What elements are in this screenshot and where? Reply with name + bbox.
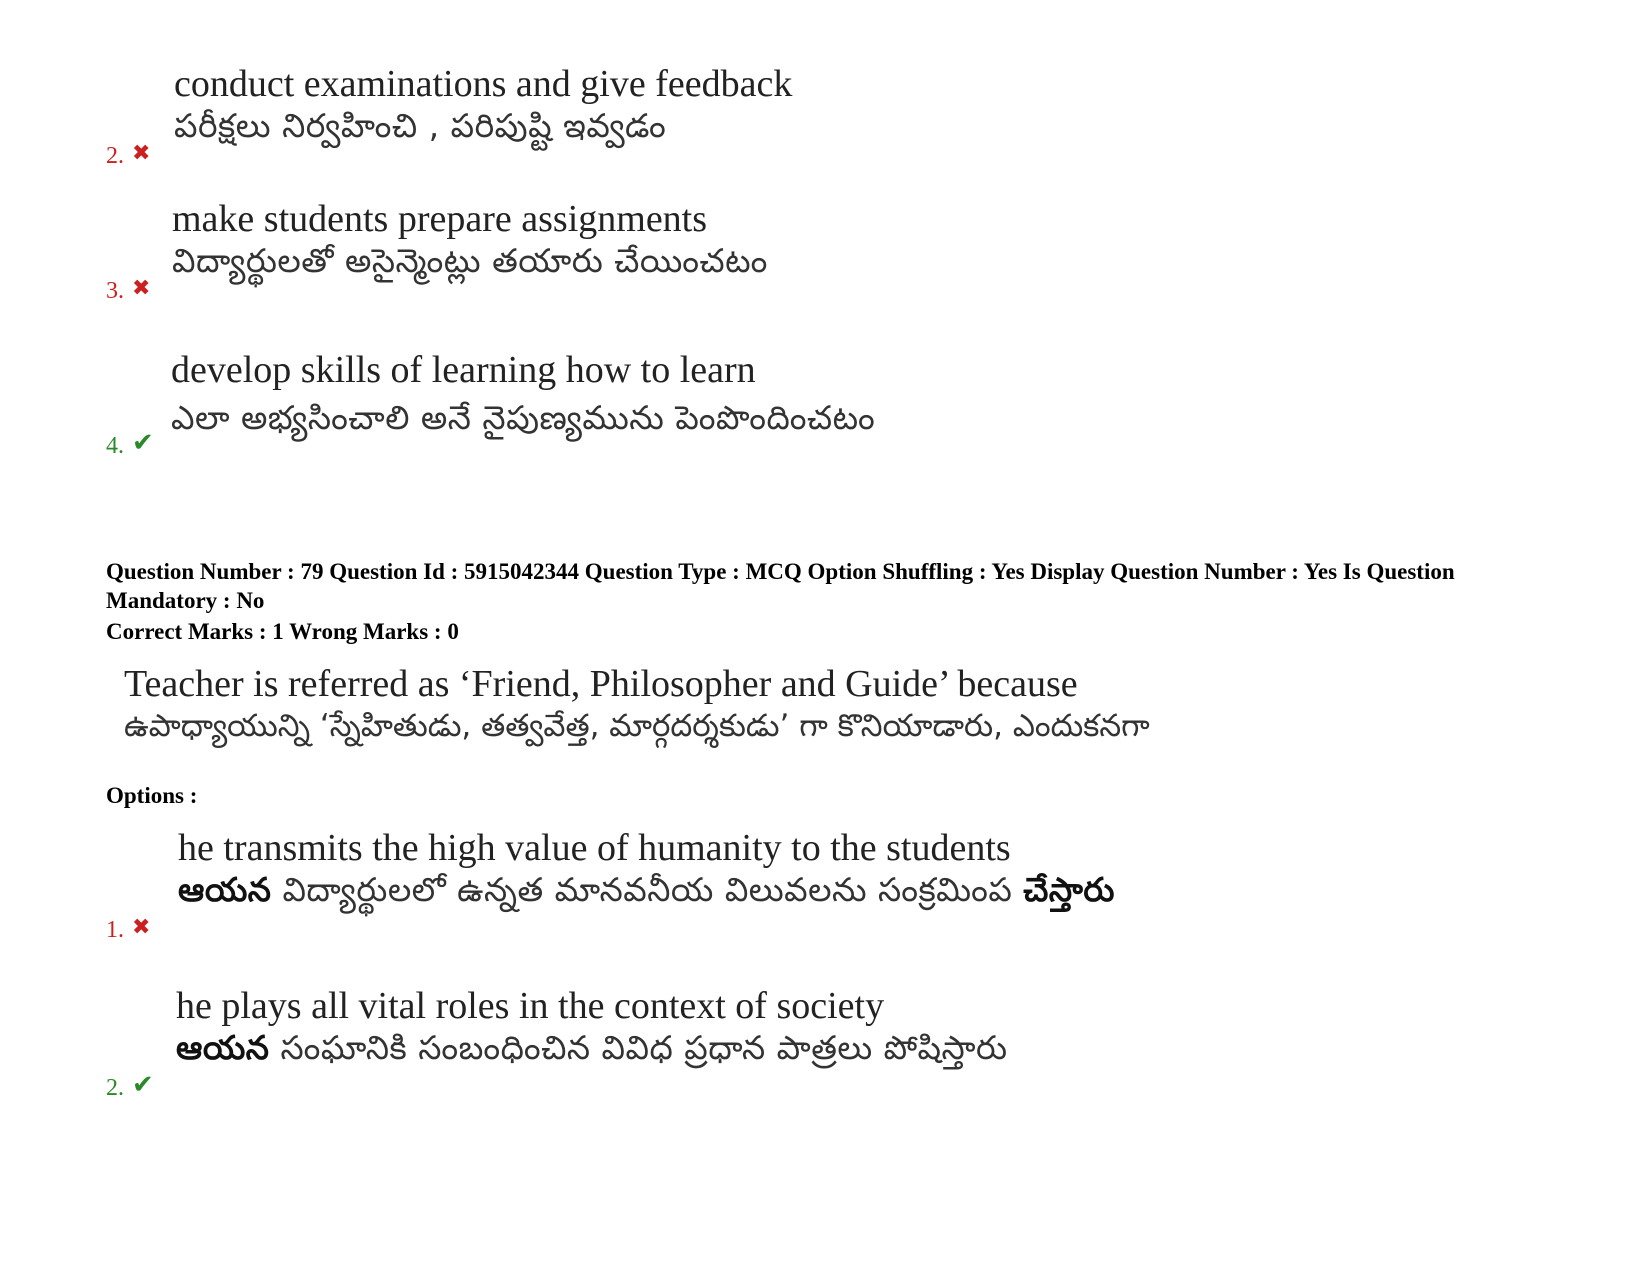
cross-icon: ✖: [132, 914, 151, 939]
option-text: [176, 984, 1007, 1068]
option-text-te-bold-end: చేస్తారు: [1023, 870, 1115, 909]
option-text-te: విద్యార్థులతో అసైన్మెంట్లు తయారు చేయించటం: [172, 241, 768, 280]
option-text-te-body: విద్యార్థులలో ఉన్నత మానవనీయ విలువలను సంక్రమింప: [271, 870, 1024, 909]
option-number: 2.: [106, 1075, 124, 1101]
option-number: 1.: [106, 917, 124, 943]
option-item: [0, 62, 1651, 172]
option-text-en: conduct examinations and give feedback: [174, 63, 793, 105]
option-text-en: develop skills of learning how to learn: [171, 349, 756, 391]
option-text: [178, 826, 1115, 910]
checkmark-icon: ✔: [132, 1070, 154, 1099]
option-text-te-bold: ఆయన: [176, 1028, 270, 1067]
checkmark-icon: ✔: [132, 428, 154, 457]
option-text-en: make students prepare assignments: [172, 198, 708, 240]
question-text-te: ఉపాధ్యాయున్ని ‘స్నేహితుడు, తత్వవేత్త, మార్గదర్శకుడు’ గా కొనియాడారు, ఎందుకనగా: [124, 708, 1150, 744]
cross-icon: ✖: [132, 140, 151, 165]
option-text-te: [176, 1028, 1007, 1068]
option-text-te: ఎలా అభ్యసించాలి అనే నైపుణ్యమును పెంపొందించటం: [171, 398, 876, 437]
cross-icon: ✖: [132, 275, 151, 300]
question-marks: Correct Marks : 1 Wrong Marks : 0: [106, 619, 459, 644]
option-marker: [106, 140, 150, 169]
option-item: [0, 348, 1651, 468]
option-item: [0, 826, 1651, 946]
option-marker: [106, 1072, 154, 1101]
option-text-te: [178, 870, 1115, 910]
option-text: [172, 197, 768, 281]
option-item: [0, 984, 1651, 1104]
option-text-te-bold: ఆయన: [178, 870, 272, 909]
option-text-en: he plays all vital roles in the context of society: [176, 985, 885, 1027]
option-marker: [106, 914, 150, 943]
options-label: Options :: [106, 783, 198, 808]
option-marker: [106, 430, 154, 459]
option-item: [0, 197, 1651, 307]
option-text: [171, 348, 875, 438]
option-marker: [106, 275, 150, 304]
option-number: 2.: [106, 143, 124, 169]
option-text: [174, 62, 792, 146]
option-text-te: పరీక్షలు నిర్వహించి , పరిపుష్టి ఇవ్వడం: [174, 106, 667, 145]
question-text-en: Teacher is referred as ‘Friend, Philosopher and Guide’ because: [124, 663, 1078, 705]
question-meta: Question Number : 79 Question Id : 5915042344 Question Type : MCQ Option Shuffling : Yes Display Question Number : Yes Is Question Mandatory : No: [106, 559, 1455, 613]
option-text-te-body: సంఘానికి సంబంధించిన వివిధ ప్రధాన పాత్రలు పోషిస్తారు: [269, 1028, 1008, 1067]
question-text: [124, 662, 1150, 746]
option-number: 4.: [106, 433, 124, 459]
option-text-en: he transmits the high value of humanity to the students: [178, 827, 1011, 869]
option-number: 3.: [106, 278, 124, 304]
